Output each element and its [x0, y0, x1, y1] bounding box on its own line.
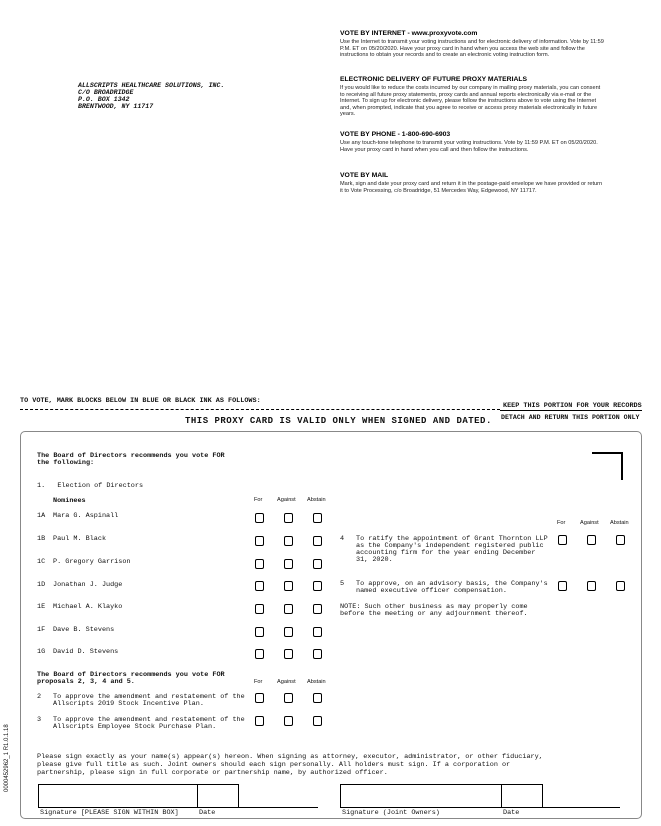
checkbox-3-against[interactable]	[284, 716, 293, 726]
vote-mail-text: Mark, sign and date your proxy card and return it in the postage-paid envelope we have provided or return it to Vote Processing, c/o Broadridge, 51 Mercedes Way, Edgewood, NY 11717.	[340, 181, 603, 194]
nominee-1f-id: 1F	[37, 626, 46, 634]
nominee-1g-name: David D. Stevens	[53, 648, 119, 656]
checkbox-4-for[interactable]	[558, 535, 567, 545]
date-box[interactable]	[197, 784, 239, 808]
checkbox-1b-against[interactable]	[284, 536, 293, 546]
signature-box[interactable]	[38, 784, 198, 808]
detach-rule	[500, 410, 642, 411]
vote-internet-section	[340, 30, 605, 59]
nominee-1c-name: P. Gregory Garrison	[53, 558, 131, 566]
note-line2: before the meeting or any adjournment thereof.	[340, 610, 528, 618]
checkbox-1a-against[interactable]	[284, 513, 293, 523]
recommend2-heading-2: proposals 2, 3, 4 and 5.	[37, 678, 135, 686]
col-against-header-3: Against	[580, 520, 599, 526]
joint-signature-rule	[340, 807, 620, 808]
checkbox-1b-abstain[interactable]	[313, 536, 322, 546]
checkbox-1e-against[interactable]	[284, 604, 293, 614]
checkbox-1b-for[interactable]	[255, 536, 264, 546]
care-of: C/O BROADRIDGE	[78, 89, 134, 96]
checkbox-4-abstain[interactable]	[616, 535, 625, 545]
edelivery-title: ELECTRONIC DELIVERY OF FUTURE PROXY MATERIALS	[340, 76, 528, 83]
col-abstain-header-3: Abstain	[610, 520, 629, 526]
proposal-3-line1: To approve the amendment and restatement of the	[53, 716, 245, 724]
proposal-4-line1: To ratify the appointment of Grant Thornton LLP	[356, 535, 548, 543]
checkbox-1f-for[interactable]	[255, 627, 264, 637]
proposal-2-line1: To approve the amendment and restatement of the	[53, 693, 245, 701]
valid-notice: THIS PROXY CARD IS VALID ONLY WHEN SIGNED AND DATED.	[185, 416, 492, 426]
note-line1: NOTE: Such other business as may properly come	[340, 603, 528, 611]
checkbox-1a-for[interactable]	[255, 513, 264, 523]
proposal-2-number: 2	[37, 693, 42, 701]
proposal-3-line2: Allscripts Employee Stock Purchase Plan.	[53, 723, 217, 731]
proposal-4-line2: as the Company's independent registered public	[356, 542, 544, 550]
detach-line	[20, 409, 500, 410]
mailing-address	[78, 82, 224, 110]
nominee-1d-id: 1D	[37, 581, 46, 589]
proposal-4-line3: accounting firm for the year ending December	[356, 549, 536, 557]
checkbox-5-for[interactable]	[558, 581, 567, 591]
col-for-header: For	[254, 497, 263, 503]
col-for-header-2: For	[254, 679, 263, 685]
date-label: Date	[199, 809, 216, 817]
checkbox-1g-abstain[interactable]	[313, 649, 322, 659]
company-name: ALLSCRIPTS HEALTHCARE SOLUTIONS, INC.	[78, 82, 225, 89]
checkbox-4-against[interactable]	[587, 535, 596, 545]
nominee-1a-name: Mara G. Aspinall	[53, 512, 119, 520]
col-against-header: Against	[277, 497, 296, 503]
proposal-4-number: 4	[340, 535, 345, 543]
po-box: P.O. BOX 1342	[78, 96, 130, 103]
checkbox-1g-for[interactable]	[255, 649, 264, 659]
checkbox-1e-abstain[interactable]	[313, 604, 322, 614]
proposal-5-line1: To approve, on an advisory basis, the Company's	[356, 580, 548, 588]
proposal-2-line2: Allscripts 2019 Stock Incentive Plan.	[53, 700, 204, 708]
checkbox-1c-for[interactable]	[255, 559, 264, 569]
corner-mark	[592, 452, 623, 480]
checkbox-1d-against[interactable]	[284, 581, 293, 591]
city-line: BRENTWOOD, NY 11717	[78, 103, 154, 110]
nominee-1b-name: Paul M. Black	[53, 535, 107, 543]
recommend-heading-2: the following:	[37, 459, 95, 467]
vote-internet-title: VOTE BY INTERNET - www.proxyvote.com	[340, 30, 478, 37]
checkbox-2-against[interactable]	[284, 693, 293, 703]
nominee-1g-id: 1G	[37, 648, 46, 656]
proposal-4-line4: 31, 2020.	[356, 556, 393, 564]
side-code: 0000452962_1 R1.0.1.18	[4, 724, 10, 792]
sign-instructions-line1: Please sign exactly as your name(s) appear(s) hereon. When signing as attorney, executor, administrator, or other fiduciary,	[37, 753, 543, 761]
detach-portion-label: DETACH AND RETURN THIS PORTION ONLY	[501, 414, 640, 421]
sign-instructions-line3: partnership, please sign in full corporate or partnership name, by authorized officer.	[37, 769, 388, 777]
col-abstain-header: Abstain	[307, 497, 326, 503]
keep-portion-label: KEEP THIS PORTION FOR YOUR RECORDS	[503, 402, 642, 410]
checkbox-3-abstain[interactable]	[313, 716, 322, 726]
nominee-1e-id: 1E	[37, 603, 46, 611]
checkbox-1f-against[interactable]	[284, 627, 293, 637]
checkbox-5-abstain[interactable]	[616, 581, 625, 591]
joint-date-box[interactable]	[501, 784, 543, 808]
signature-rule	[38, 807, 318, 808]
vote-phone-text: Use any touch-tone telephone to transmit your voting instructions. Vote by 11:59 P.M. ET on 05/20/2020. Have your proxy card in hand when you call and then follow the instructions.	[340, 140, 598, 153]
item-1-title: 1. Election of Directors	[37, 482, 144, 490]
to-vote-instruction: TO VOTE, MARK BLOCKS BELOW IN BLUE OR BLACK INK AS FOLLOWS:	[20, 397, 261, 405]
nominee-1c-id: 1C	[37, 558, 46, 566]
col-against-header-2: Against	[277, 679, 296, 685]
checkbox-5-against[interactable]	[587, 581, 596, 591]
proposal-5-line2: named executive officer compensation.	[356, 587, 507, 595]
nominee-1a-id: 1A	[37, 512, 46, 520]
nominee-1d-name: Jonathan J. Judge	[53, 581, 123, 589]
vote-internet-text: Use the Internet to transmit your voting instructions and for electronic delivery of information. Vote by 11:59 P.M. ET on 05/20/2020. Have your proxy card in hand when you access the web site and follow the instructions to obtain your records and to create an electronic voting instruction form.	[340, 39, 604, 59]
checkbox-1c-against[interactable]	[284, 559, 293, 569]
recommend2-heading-1: The Board of Directors recommends you vote FOR	[37, 671, 225, 679]
checkbox-2-abstain[interactable]	[313, 693, 322, 703]
checkbox-1c-abstain[interactable]	[313, 559, 322, 569]
checkbox-1e-for[interactable]	[255, 604, 264, 614]
checkbox-2-for[interactable]	[255, 693, 264, 703]
joint-date-label: Date	[503, 809, 520, 817]
vote-phone-title: VOTE BY PHONE - 1-800-690-6903	[340, 131, 451, 138]
checkbox-1f-abstain[interactable]	[313, 627, 322, 637]
edelivery-text: If you would like to reduce the costs incurred by our company in mailing proxy materials, you can consent to receiving all future proxy statements, proxy cards and annual reports electronically via e-mail or the Internet. To sign up for electronic delivery, please follow the instructions above to vote using the Internet and, when prompted, indicate that you agree to receive or access proxy materials electronically in future years.	[340, 85, 601, 118]
proposal-5-number: 5	[340, 580, 345, 588]
vote-mail-section	[340, 172, 605, 194]
col-for-header-3: For	[557, 520, 566, 526]
vote-phone-section	[340, 131, 605, 153]
edelivery-section	[340, 76, 605, 118]
col-abstain-header-2: Abstain	[307, 679, 326, 685]
nominee-1e-name: Michael A. Klayko	[53, 603, 123, 611]
joint-signature-box[interactable]	[340, 784, 502, 808]
nominees-header: Nominees	[53, 497, 86, 505]
checkbox-1a-abstain[interactable]	[313, 513, 322, 523]
proposal-3-number: 3	[37, 716, 42, 724]
signature-label: Signature [PLEASE SIGN WITHIN BOX]	[40, 809, 179, 817]
vote-mail-title: VOTE BY MAIL	[340, 172, 389, 179]
checkbox-1g-against[interactable]	[284, 649, 293, 659]
nominee-1f-name: Dave B. Stevens	[53, 626, 115, 634]
nominee-1b-id: 1B	[37, 535, 46, 543]
joint-signature-label: Signature (Joint Owners)	[342, 809, 440, 817]
checkbox-1d-for[interactable]	[255, 581, 264, 591]
checkbox-1d-abstain[interactable]	[313, 581, 322, 591]
recommend-heading-1: The Board of Directors recommends you vote FOR	[37, 452, 225, 460]
sign-instructions-line2: please give full title as such. Joint owners should each sign personally. All holders must sign. If a corporation or	[37, 761, 511, 769]
checkbox-3-for[interactable]	[255, 716, 264, 726]
